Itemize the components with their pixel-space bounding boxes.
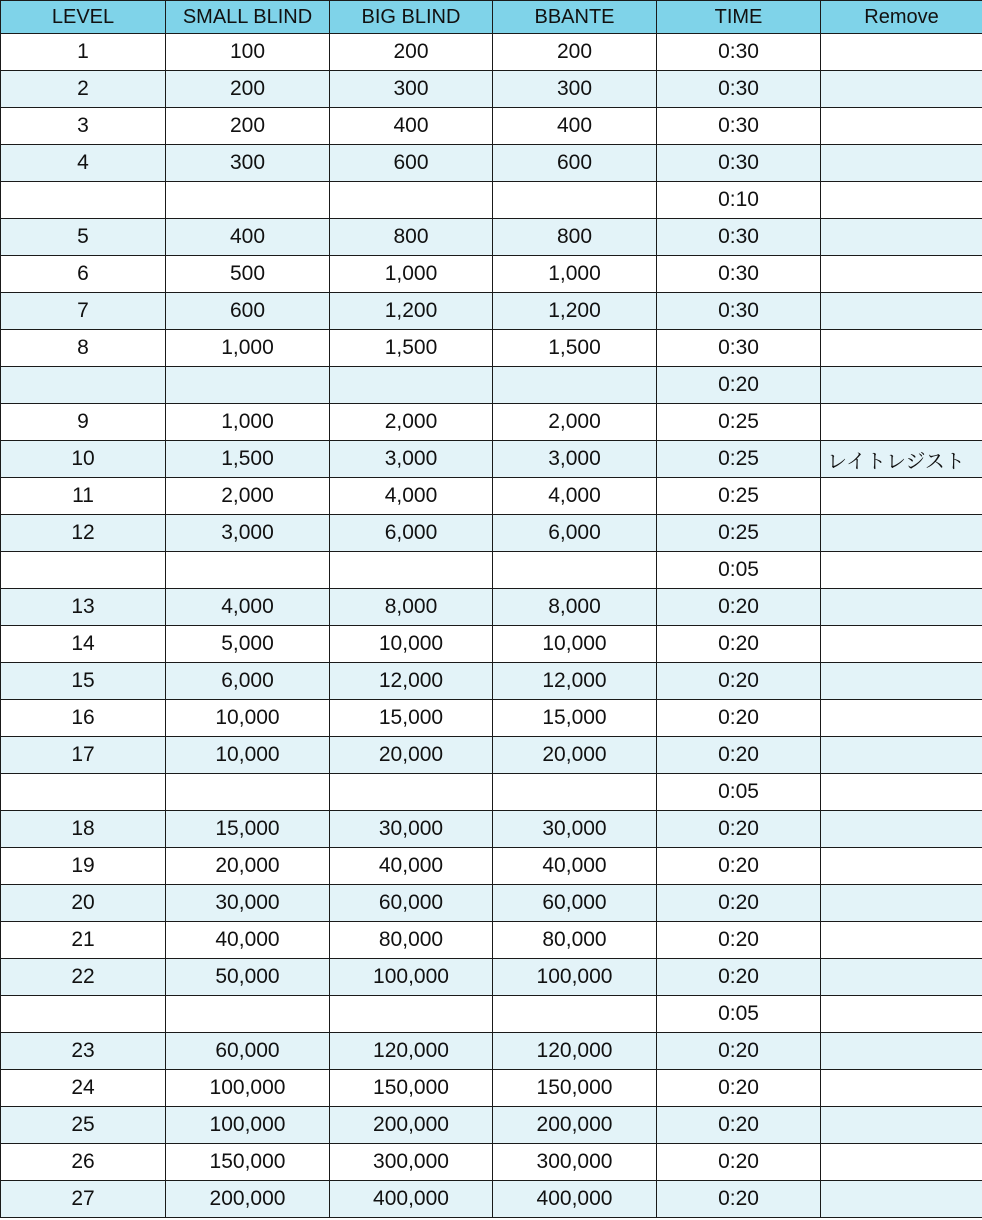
- cell-big-blind: [330, 552, 493, 589]
- cell-remove: [821, 552, 982, 589]
- cell-bbante: 8,000: [493, 589, 657, 626]
- cell-level: 6: [1, 256, 166, 293]
- table-row: [1, 885, 982, 922]
- cell-remove: [821, 145, 982, 182]
- cell-level: 11: [1, 478, 166, 515]
- cell-time: 0:25: [657, 478, 821, 515]
- cell-level: 14: [1, 626, 166, 663]
- cell-level: 27: [1, 1181, 166, 1218]
- cell-bbante: 60,000: [493, 885, 657, 922]
- table-row: [1, 367, 982, 404]
- table-row: [1, 330, 982, 367]
- table-row: [1, 774, 982, 811]
- cell-bbante: 150,000: [493, 1070, 657, 1107]
- cell-small-blind: 400: [166, 219, 330, 256]
- cell-big-blind: [330, 367, 493, 404]
- cell-small-blind: 1,500: [166, 441, 330, 478]
- column-header-level: LEVEL: [1, 1, 166, 34]
- cell-small-blind: 5,000: [166, 626, 330, 663]
- cell-time: 0:05: [657, 552, 821, 589]
- cell-bbante: 20,000: [493, 737, 657, 774]
- cell-remove: [821, 959, 982, 996]
- cell-small-blind: 500: [166, 256, 330, 293]
- cell-big-blind: 1,200: [330, 293, 493, 330]
- cell-big-blind: 4,000: [330, 478, 493, 515]
- cell-time: 0:20: [657, 1033, 821, 1070]
- table-row: [1, 737, 982, 774]
- cell-big-blind: 400,000: [330, 1181, 493, 1218]
- column-header-remove: Remove: [821, 1, 982, 34]
- cell-small-blind: [166, 367, 330, 404]
- cell-big-blind: 200: [330, 34, 493, 71]
- cell-time: 0:20: [657, 367, 821, 404]
- cell-level: 10: [1, 441, 166, 478]
- cell-time: 0:30: [657, 293, 821, 330]
- table-row: [1, 589, 982, 626]
- cell-time: 0:30: [657, 256, 821, 293]
- cell-remove: [821, 922, 982, 959]
- cell-small-blind: 100,000: [166, 1070, 330, 1107]
- cell-time: 0:20: [657, 626, 821, 663]
- cell-level: [1, 182, 166, 219]
- cell-big-blind: 1,000: [330, 256, 493, 293]
- cell-remove: [821, 737, 982, 774]
- cell-bbante: 1,000: [493, 256, 657, 293]
- table-row: [1, 515, 982, 552]
- cell-bbante: 200: [493, 34, 657, 71]
- cell-time: 0:20: [657, 848, 821, 885]
- cell-level: [1, 552, 166, 589]
- cell-level: 3: [1, 108, 166, 145]
- cell-big-blind: 8,000: [330, 589, 493, 626]
- cell-big-blind: 200,000: [330, 1107, 493, 1144]
- cell-small-blind: 150,000: [166, 1144, 330, 1181]
- cell-remove: [821, 404, 982, 441]
- cell-small-blind: 6,000: [166, 663, 330, 700]
- cell-bbante: 12,000: [493, 663, 657, 700]
- table-row: [1, 145, 982, 182]
- cell-small-blind: 60,000: [166, 1033, 330, 1070]
- cell-big-blind: 300: [330, 71, 493, 108]
- cell-remove: [821, 700, 982, 737]
- cell-bbante: 1,200: [493, 293, 657, 330]
- cell-remove: [821, 626, 982, 663]
- cell-remove: [821, 219, 982, 256]
- cell-time: 0:30: [657, 34, 821, 71]
- cell-time: 0:20: [657, 737, 821, 774]
- table-row: [1, 108, 982, 145]
- cell-small-blind: 2,000: [166, 478, 330, 515]
- cell-time: 0:30: [657, 71, 821, 108]
- table-row: [1, 478, 982, 515]
- column-header-time: TIME: [657, 1, 821, 34]
- table-body: [1, 34, 982, 1218]
- cell-bbante: 200,000: [493, 1107, 657, 1144]
- cell-remove: [821, 848, 982, 885]
- cell-small-blind: [166, 552, 330, 589]
- cell-bbante: 15,000: [493, 700, 657, 737]
- cell-big-blind: 30,000: [330, 811, 493, 848]
- cell-level: 5: [1, 219, 166, 256]
- cell-big-blind: 2,000: [330, 404, 493, 441]
- cell-big-blind: [330, 182, 493, 219]
- cell-remove: [821, 330, 982, 367]
- cell-bbante: 3,000: [493, 441, 657, 478]
- table-row: [1, 552, 982, 589]
- cell-remove: [821, 1033, 982, 1070]
- cell-level: 8: [1, 330, 166, 367]
- cell-time: 0:25: [657, 404, 821, 441]
- cell-bbante: 4,000: [493, 478, 657, 515]
- cell-level: 4: [1, 145, 166, 182]
- cell-bbante: [493, 182, 657, 219]
- cell-bbante: 2,000: [493, 404, 657, 441]
- cell-level: 24: [1, 1070, 166, 1107]
- cell-bbante: 300,000: [493, 1144, 657, 1181]
- cell-bbante: [493, 774, 657, 811]
- table-row: [1, 1107, 982, 1144]
- cell-remove: [821, 108, 982, 145]
- cell-bbante: [493, 367, 657, 404]
- cell-level: [1, 774, 166, 811]
- cell-remove: [821, 478, 982, 515]
- cell-level: 18: [1, 811, 166, 848]
- cell-level: 20: [1, 885, 166, 922]
- cell-big-blind: 3,000: [330, 441, 493, 478]
- column-header-bbante: BBANTE: [493, 1, 657, 34]
- cell-bbante: [493, 996, 657, 1033]
- cell-remove: [821, 663, 982, 700]
- cell-small-blind: 300: [166, 145, 330, 182]
- cell-remove: [821, 1107, 982, 1144]
- cell-level: 9: [1, 404, 166, 441]
- cell-big-blind: 400: [330, 108, 493, 145]
- cell-small-blind: 4,000: [166, 589, 330, 626]
- cell-time: 0:25: [657, 441, 821, 478]
- cell-bbante: 80,000: [493, 922, 657, 959]
- cell-remove: [821, 1144, 982, 1181]
- table-row: [1, 1070, 982, 1107]
- table-row: [1, 959, 982, 996]
- cell-big-blind: 40,000: [330, 848, 493, 885]
- cell-small-blind: 600: [166, 293, 330, 330]
- cell-level: 7: [1, 293, 166, 330]
- cell-level: 15: [1, 663, 166, 700]
- cell-time: 0:20: [657, 1181, 821, 1218]
- cell-bbante: 800: [493, 219, 657, 256]
- cell-remove: [821, 34, 982, 71]
- cell-small-blind: 100: [166, 34, 330, 71]
- cell-big-blind: 600: [330, 145, 493, 182]
- cell-small-blind: 1,000: [166, 330, 330, 367]
- cell-time: 0:20: [657, 700, 821, 737]
- cell-time: 0:20: [657, 959, 821, 996]
- cell-level: 23: [1, 1033, 166, 1070]
- cell-big-blind: [330, 996, 493, 1033]
- cell-level: 12: [1, 515, 166, 552]
- table-row: [1, 441, 982, 478]
- cell-level: 17: [1, 737, 166, 774]
- cell-remove: [821, 1181, 982, 1218]
- cell-small-blind: 20,000: [166, 848, 330, 885]
- table-row: [1, 663, 982, 700]
- cell-remove: [821, 996, 982, 1033]
- cell-time: 0:20: [657, 663, 821, 700]
- column-header-big-blind: BIG BLIND: [330, 1, 493, 34]
- cell-small-blind: 100,000: [166, 1107, 330, 1144]
- cell-remove: [821, 885, 982, 922]
- cell-big-blind: 300,000: [330, 1144, 493, 1181]
- header-row: [1, 1, 982, 34]
- table-header: [1, 1, 982, 34]
- cell-big-blind: 6,000: [330, 515, 493, 552]
- cell-small-blind: 15,000: [166, 811, 330, 848]
- cell-small-blind: [166, 996, 330, 1033]
- cell-small-blind: 1,000: [166, 404, 330, 441]
- cell-small-blind: 30,000: [166, 885, 330, 922]
- cell-big-blind: 10,000: [330, 626, 493, 663]
- cell-time: 0:30: [657, 108, 821, 145]
- cell-bbante: 100,000: [493, 959, 657, 996]
- cell-big-blind: 80,000: [330, 922, 493, 959]
- cell-time: 0:30: [657, 145, 821, 182]
- table-row: [1, 848, 982, 885]
- table-row: [1, 811, 982, 848]
- cell-level: 21: [1, 922, 166, 959]
- cell-time: 0:30: [657, 330, 821, 367]
- cell-bbante: 6,000: [493, 515, 657, 552]
- cell-bbante: 30,000: [493, 811, 657, 848]
- table-row: [1, 1033, 982, 1070]
- cell-big-blind: 12,000: [330, 663, 493, 700]
- cell-level: 1: [1, 34, 166, 71]
- cell-bbante: 40,000: [493, 848, 657, 885]
- cell-small-blind: 10,000: [166, 700, 330, 737]
- cell-remove: レイトレジスト: [821, 441, 982, 478]
- table-row: [1, 256, 982, 293]
- cell-big-blind: 15,000: [330, 700, 493, 737]
- cell-big-blind: 150,000: [330, 1070, 493, 1107]
- cell-level: 26: [1, 1144, 166, 1181]
- table-row: [1, 71, 982, 108]
- cell-level: 22: [1, 959, 166, 996]
- table-row: [1, 219, 982, 256]
- cell-bbante: 1,500: [493, 330, 657, 367]
- cell-bbante: 300: [493, 71, 657, 108]
- cell-bbante: 400: [493, 108, 657, 145]
- cell-remove: [821, 774, 982, 811]
- cell-level: [1, 367, 166, 404]
- cell-remove: [821, 71, 982, 108]
- cell-level: 16: [1, 700, 166, 737]
- cell-remove: [821, 515, 982, 552]
- cell-small-blind: 40,000: [166, 922, 330, 959]
- cell-big-blind: 60,000: [330, 885, 493, 922]
- cell-remove: [821, 367, 982, 404]
- cell-time: 0:20: [657, 922, 821, 959]
- cell-bbante: 10,000: [493, 626, 657, 663]
- cell-small-blind: [166, 774, 330, 811]
- cell-small-blind: 200: [166, 71, 330, 108]
- table-row: [1, 700, 982, 737]
- table-row: [1, 1144, 982, 1181]
- column-header-small-blind: SMALL BLIND: [166, 1, 330, 34]
- cell-big-blind: 800: [330, 219, 493, 256]
- cell-time: 0:30: [657, 219, 821, 256]
- cell-time: 0:20: [657, 589, 821, 626]
- cell-time: 0:05: [657, 774, 821, 811]
- cell-small-blind: 50,000: [166, 959, 330, 996]
- cell-time: 0:10: [657, 182, 821, 219]
- cell-time: 0:20: [657, 1107, 821, 1144]
- cell-time: 0:20: [657, 811, 821, 848]
- cell-small-blind: 10,000: [166, 737, 330, 774]
- cell-remove: [821, 293, 982, 330]
- cell-time: 0:20: [657, 1144, 821, 1181]
- table-row: [1, 626, 982, 663]
- cell-level: 19: [1, 848, 166, 885]
- table-row: [1, 34, 982, 71]
- table-row: [1, 922, 982, 959]
- table-row: [1, 404, 982, 441]
- cell-big-blind: 100,000: [330, 959, 493, 996]
- cell-bbante: 400,000: [493, 1181, 657, 1218]
- cell-time: 0:20: [657, 885, 821, 922]
- cell-remove: [821, 1070, 982, 1107]
- cell-level: 13: [1, 589, 166, 626]
- cell-small-blind: 3,000: [166, 515, 330, 552]
- cell-big-blind: [330, 774, 493, 811]
- cell-remove: [821, 811, 982, 848]
- cell-level: 25: [1, 1107, 166, 1144]
- cell-small-blind: [166, 182, 330, 219]
- cell-big-blind: 1,500: [330, 330, 493, 367]
- cell-time: 0:25: [657, 515, 821, 552]
- table-row: [1, 996, 982, 1033]
- cell-small-blind: 200: [166, 108, 330, 145]
- cell-big-blind: 20,000: [330, 737, 493, 774]
- table-row: [1, 293, 982, 330]
- cell-time: 0:20: [657, 1070, 821, 1107]
- table-row: [1, 182, 982, 219]
- cell-level: 2: [1, 71, 166, 108]
- cell-bbante: 600: [493, 145, 657, 182]
- cell-remove: [821, 256, 982, 293]
- cell-big-blind: 120,000: [330, 1033, 493, 1070]
- cell-bbante: 120,000: [493, 1033, 657, 1070]
- cell-level: [1, 996, 166, 1033]
- cell-bbante: [493, 552, 657, 589]
- cell-small-blind: 200,000: [166, 1181, 330, 1218]
- table-row: [1, 1181, 982, 1218]
- cell-remove: [821, 182, 982, 219]
- cell-remove: [821, 589, 982, 626]
- cell-time: 0:05: [657, 996, 821, 1033]
